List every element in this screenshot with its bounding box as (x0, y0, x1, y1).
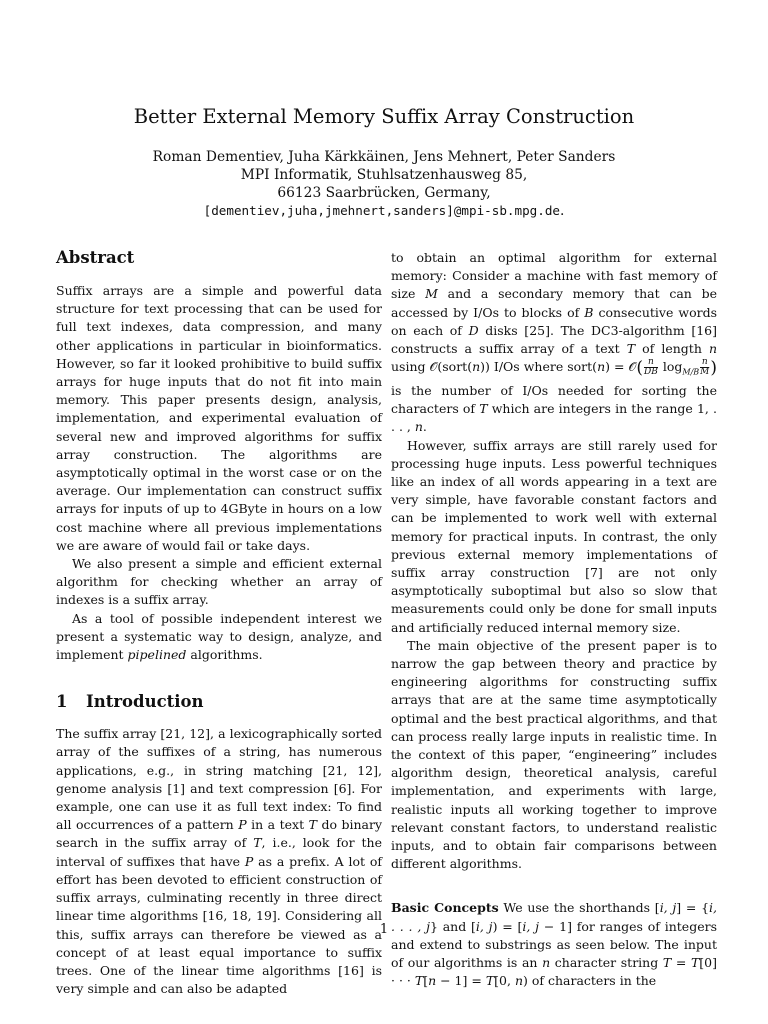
section-title: Introduction (86, 692, 204, 712)
author-institute: MPI Informatik, Stuhlsatzenhausweg 85, (240, 167, 528, 183)
author-email: [dementiev,juha,jmehnert,sanders]@mpi-sb.mpg.de (203, 203, 560, 218)
section-number: 1 (56, 692, 68, 712)
right-column (391, 249, 717, 990)
intro-paragraph-2: to obtain an optimal algorithm for external memory: Consider a machine with fast memory of size M and a secondary memory that can be accessed by I/Os to blocks of B consecutive words on each of D disks [25]. The DC3-algorithm [16] constructs a suffix array of a text T of length n using 𝒪(sort(n)) I/Os where sort(n) = 𝒪( $\frac{n}{DB}$ $\log_{M/B}$ $\frac{n}{M}$ ) is the number of I/Os needed for sorting the characters of T which are integers in the range 1, . . . , n. (391, 250, 718, 435)
paper-title: Better External Memory Suffix Array Construction (133, 105, 635, 128)
left-column (56, 246, 382, 998)
author-block (0, 148, 768, 220)
intro-paragraph-1: The suffix array [21, 12], a lexicographically sorted array of the suffixes of a string, has numerous applications, e.g., in string matching [21, 12], genome analysis [1] and text compression [6]. For example, one can use it as full text index: To find all occurrences of a pattern P in a text T do binary search in the suffix array of T, i.e., look for the interval of suffixes that have P as a prefix. A lot of effort has been devoted to efficient construction of suffix arrays, culminating recently in three direct linear time algorithms [16, 18, 19]. Considering all this, suffix arrays can therefore be viewed as a concept of at least equal importance to suffix trees. One of the linear time algorithms [16] is very simple and can also be adapted (56, 726, 383, 997)
author-email-line: [dementiev,juha,jmehnert,sanders]@mpi-sb.mpg.de. (203, 203, 565, 219)
abstract-heading: Abstract (56, 248, 135, 267)
intro-paragraph-4: The main objective of the present paper is to narrow the gap between theory and practice by engineering algorithms for constructing suffix arrays that are at the same time asymptotically optimal and the best practical algorithms, and that can process really large inputs in realistic time. In the context of this paper, “engineering” includes algorithm design, theoretical analysis, careful implementation, and experiments with large, realistic inputs all working together to improve relevant constant factors, to understand realistic inputs, and to obtain fair comparisons between different algorithms. (391, 637, 717, 872)
basic-concepts-heading: Basic Concepts (391, 900, 499, 916)
fraction-n-over-db: $\frac{n}{DB}$ (644, 357, 658, 378)
intro-paragraph-3: However, suffix arrays are still rarely used for processing huge inputs. Less powerful techniques like an index of all words appearing in a text are very simple, have favorable constant factors and can be implemented to work well with external memory for practical inputs. In contrast, the only previous external memory implementations of suffix array construction [7] are not only asymptotically suboptimal but also so slow that measurements could only be done for small inputs and artificially reduced internal memory size. (391, 437, 717, 635)
abstract-paragraph-3: As a tool of possible independent interest we present a systematic way to design, analyze, and implement pipelined algorithms. (56, 610, 382, 663)
abstract-paragraph-1: Suffix arrays are a simple and powerful data structure for text processing that can be used for full text indexes, data compression, and many other applications in particular in bioinformatics. However, so far it looked prohibitive to build suffix arrays for huge inputs that do not fit into main memory. This paper presents design, analysis, implementation, and experimental evaluation of several new and improved algorithms for suffix array construction. The algorithms are asymptotically optimal in the worst case or on the average. Our implementation can construct suffix arrays for inputs of up to 4GByte in hours on a low cost machine where all previous implementations we are aware of would fail or take days. (56, 283, 382, 553)
page-number: 1 (379, 922, 389, 937)
section-heading-introduction (56, 690, 382, 714)
abstract-paragraph-2: We also present a simple and efficient external algorithm for checking whether an array of indexes is a suffix array. (56, 556, 382, 608)
author-city: 66123 Saarbrücken, Germany, (277, 185, 491, 201)
author-names: Roman Dementiev, Juha Kärkkäinen, Jens Mehnert, Peter Sanders (152, 149, 616, 165)
fraction-n-over-m: $\frac{n}{M}$ (700, 357, 710, 378)
basic-concepts-paragraph: Basic Concepts We use the shorthands [i, j] = {i, . . . , j} and [i, j) = [i, j − 1] for ranges of integers and extend to substrings as seen below. The input of our algorithms is an n character string T = T[0] · · · T[n − 1] = T[0, n) of characters in the (391, 900, 718, 989)
